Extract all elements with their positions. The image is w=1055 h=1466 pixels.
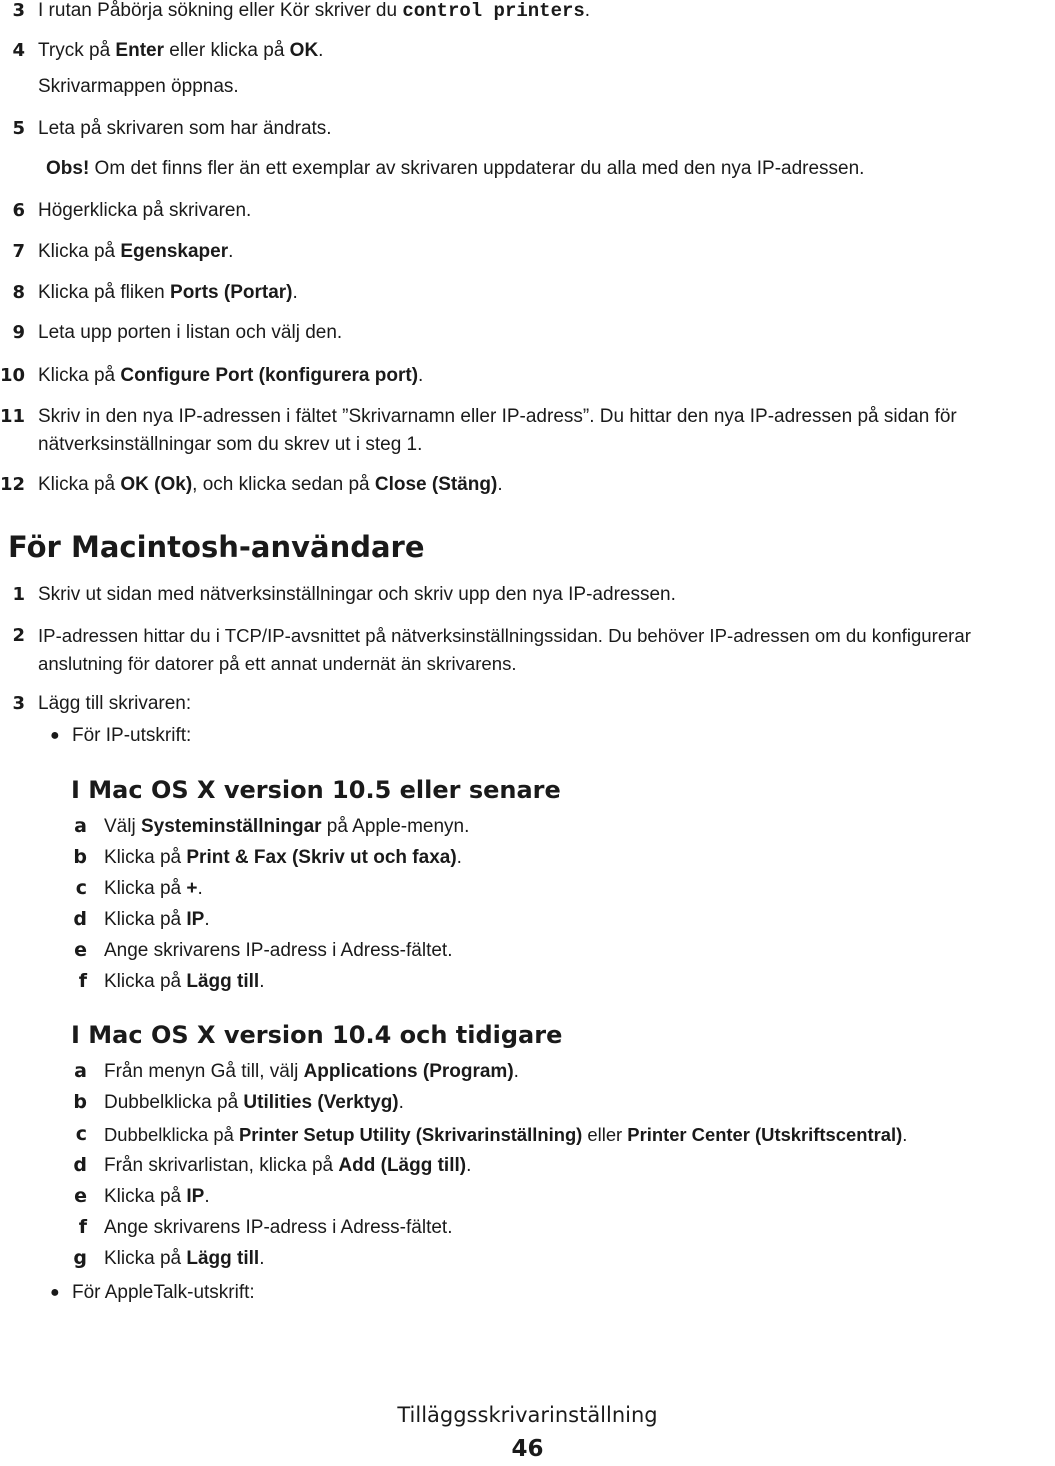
- page-number: 46: [511, 1436, 544, 1462]
- subheading-macos-10-4: I Mac OS X version 10.4 och tidigare: [71, 1021, 563, 1049]
- code-command: control printers: [402, 0, 585, 22]
- section-heading-macintosh: För Macintosh-användare: [8, 530, 425, 564]
- step-result: Skrivarmappen öppnas.: [38, 76, 239, 97]
- subheading-macos-10-5: I Mac OS X version 10.5 eller senare: [71, 776, 561, 804]
- note: Obs! Om det finns fler än ett exemplar av skrivaren uppdaterar du alla med den nya IP-adressen.: [46, 158, 865, 179]
- note-label: Obs!: [46, 158, 90, 179]
- footer-title: Tilläggsskrivarinställning: [397, 1403, 658, 1427]
- bullet-icon: ●: [50, 1284, 60, 1301]
- bullet-icon: ●: [50, 727, 60, 744]
